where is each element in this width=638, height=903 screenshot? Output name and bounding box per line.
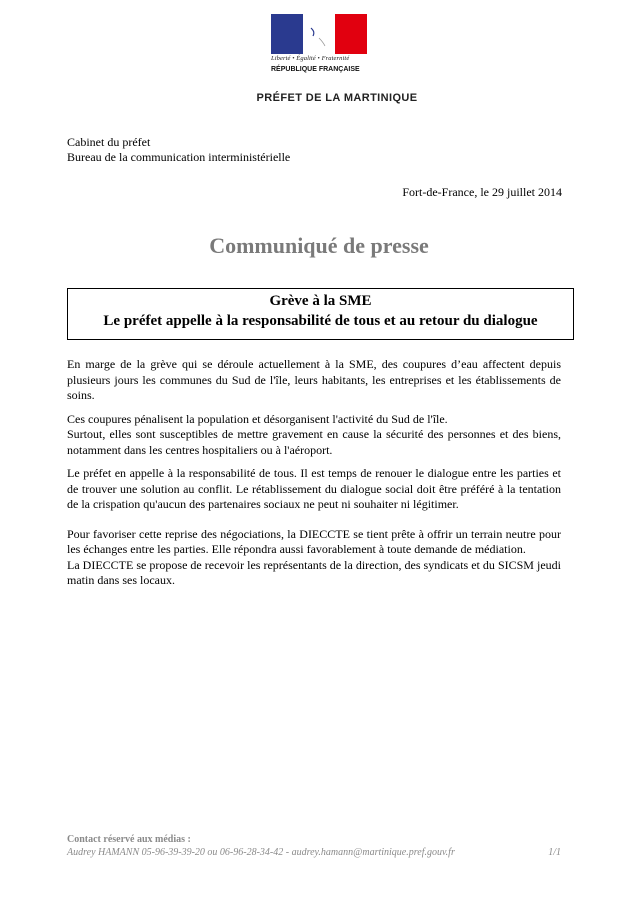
paragraph: Pour favoriser cette reprise des négociations, la DIECCTE se tient prête à offrir un terrain neutre pour les échanges entre les parties. Elle répondra aussi favorablement à toute demande de médiation. [67,526,561,556]
sender-block [67,135,290,165]
footer-contact-line [67,846,561,859]
footer-contact-label: Contact réservé aux médias : [67,834,191,845]
paragraph: En marge de la grève qui se déroule actuellement à la SME, des coupures d’eau affectent depuis plusieurs jours les communes du Sud de l'île, leurs habitants, les entreprises et les établissements de soins. [67,357,561,402]
page-number: 1/1 [548,847,561,858]
document-title: Communiqué de presse [209,233,429,258]
footer [67,833,561,859]
headline-subtitle: Le préfet appelle à la responsabilité de tous et au retour du dialogue [103,313,538,329]
paragraph: Ces coupures pénalisent la population et désorganisent l'activité du Sud de l'île. [67,411,448,426]
headline-box [67,288,574,340]
headline-title: Grève à la SME [269,293,372,309]
paragraph: Le préfet en appelle à la responsabilité de tous. Il est temps de renouer le dialogue entre les parties et de trouver une solution au conflit. Le rétablissement du dialogue social doit être préféré à la tentation de la crispation qu'aucun des partenaires sociaux ne peut ni souhaiter ni légitimer. [67,466,561,511]
paragraph: Surtout, elles sont susceptibles de mettre gravement en cause la sécurité des personnes et des biens, notamment dans les centres hospitaliers ou à l'aéroport. [67,427,561,457]
document-date: Fort-de-France, le 29 juillet 2014 [402,185,562,199]
paragraph: La DIECCTE se propose de recevoir les représentants de la direction, des syndicats et du SICSM jeudi matin dans ses locaux. [67,557,561,587]
sender-office: Cabinet du préfet [67,135,151,149]
republic-name: RÉPUBLIQUE FRANÇAISE [271,66,360,73]
sender-bureau: Bureau de la communication interministérielle [67,150,291,164]
footer-contact: Audrey HAMANN 05-96-39-39-20 ou 06-96-28-34-42 - audrey.hamann@martinique.pref.gouv.fr [67,847,455,858]
marianne-logo [271,14,367,86]
prefecture-name: PRÉFET DE LA MARTINIQUE [256,92,418,104]
marianne-icon [297,18,335,52]
header-logo [0,14,638,91]
republic-motto: Liberté • Égalité • Fraternité [271,55,350,62]
body-text [67,357,561,597]
